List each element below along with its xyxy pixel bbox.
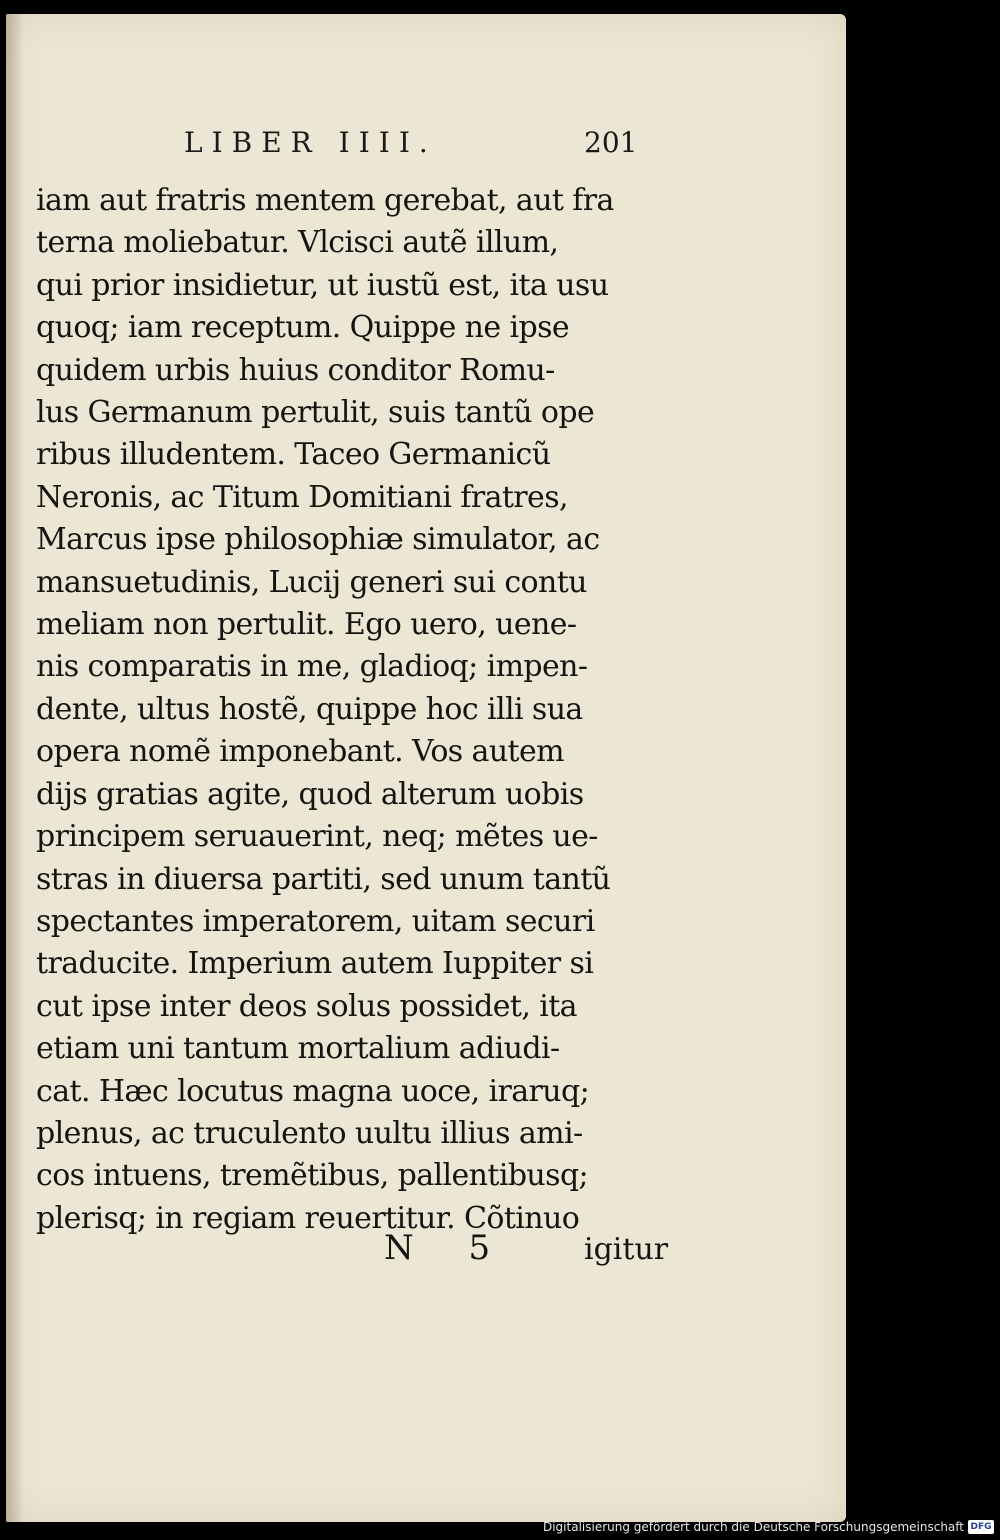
text-line: quoq; iam receptum. Quippe ne ipse bbox=[36, 310, 570, 346]
text-line: mansuetudinis, Lucij generi sui contu bbox=[36, 564, 587, 600]
text-line: Marcus ipse philosophiæ simulator, ac bbox=[36, 522, 600, 558]
running-head bbox=[6, 126, 846, 170]
text-line: spectantes imperatorem, uitam securi bbox=[36, 903, 595, 939]
running-head-title: LIBER IIII. bbox=[184, 126, 437, 159]
text-line: dente, ultus hostẽ, quippe hoc illi sua bbox=[36, 691, 583, 727]
dfg-logo: DFG bbox=[968, 1520, 994, 1534]
text-line: Neronis, ac Titum Domitiani fratres, bbox=[36, 479, 568, 515]
text-line: cos intuens, tremẽtibus, pallentibusq; bbox=[36, 1158, 589, 1194]
text-line: qui prior insidietur, ut iustũ est, ita usu bbox=[36, 267, 609, 303]
text-line: cut ipse inter deos solus possidet, ita bbox=[36, 988, 577, 1024]
text-line: nis comparatis in me, gladioq; impen- bbox=[36, 649, 588, 685]
text-line: opera nomẽ imponebant. Vos autem bbox=[36, 734, 564, 770]
text-line: plerisq; in regiam reuertitur. Cõtinuo bbox=[36, 1200, 580, 1236]
text-line: etiam uni tantum mortalium adiudi- bbox=[36, 1031, 560, 1067]
text-line: principem seruauerint, neq; mẽtes ue- bbox=[36, 819, 598, 855]
text-line: dijs gratias agite, quod alterum uobis bbox=[36, 776, 584, 812]
signature-mark: N 5 bbox=[384, 1228, 513, 1268]
body-text bbox=[36, 180, 676, 1240]
text-line: plenus, ac truculento uultu illius ami- bbox=[36, 1115, 583, 1151]
text-line: iam aut fratris mentem gerebat, aut fra bbox=[36, 183, 614, 218]
text-line: quidem urbis huius conditor Romu- bbox=[36, 352, 555, 388]
text-line: stras in diuersa partiti, sed unum tantũ bbox=[36, 861, 611, 897]
text-line: terna moliebatur. Vlcisci autẽ illum, bbox=[36, 225, 559, 261]
digitization-credit: Digitalisierung gefördert durch die Deutsche Forschungsgemeinschaft bbox=[542, 1520, 964, 1534]
text-line: traducite. Imperium autem Iuppiter si bbox=[36, 946, 594, 982]
page-number: 201 bbox=[584, 126, 638, 159]
text-line: meliam non pertulit. Ego uero, uene- bbox=[36, 607, 577, 643]
book-page bbox=[6, 14, 846, 1522]
text-line: ribus illudentem. Taceo Germanicũ bbox=[36, 437, 551, 473]
catch-line bbox=[6, 1228, 846, 1276]
catchword: igitur bbox=[584, 1232, 669, 1267]
text-line: lus Germanum pertulit, suis tantũ ope bbox=[36, 395, 595, 431]
text-line: cat. Hæc locutus magna uoce, iraruq; bbox=[36, 1073, 590, 1109]
